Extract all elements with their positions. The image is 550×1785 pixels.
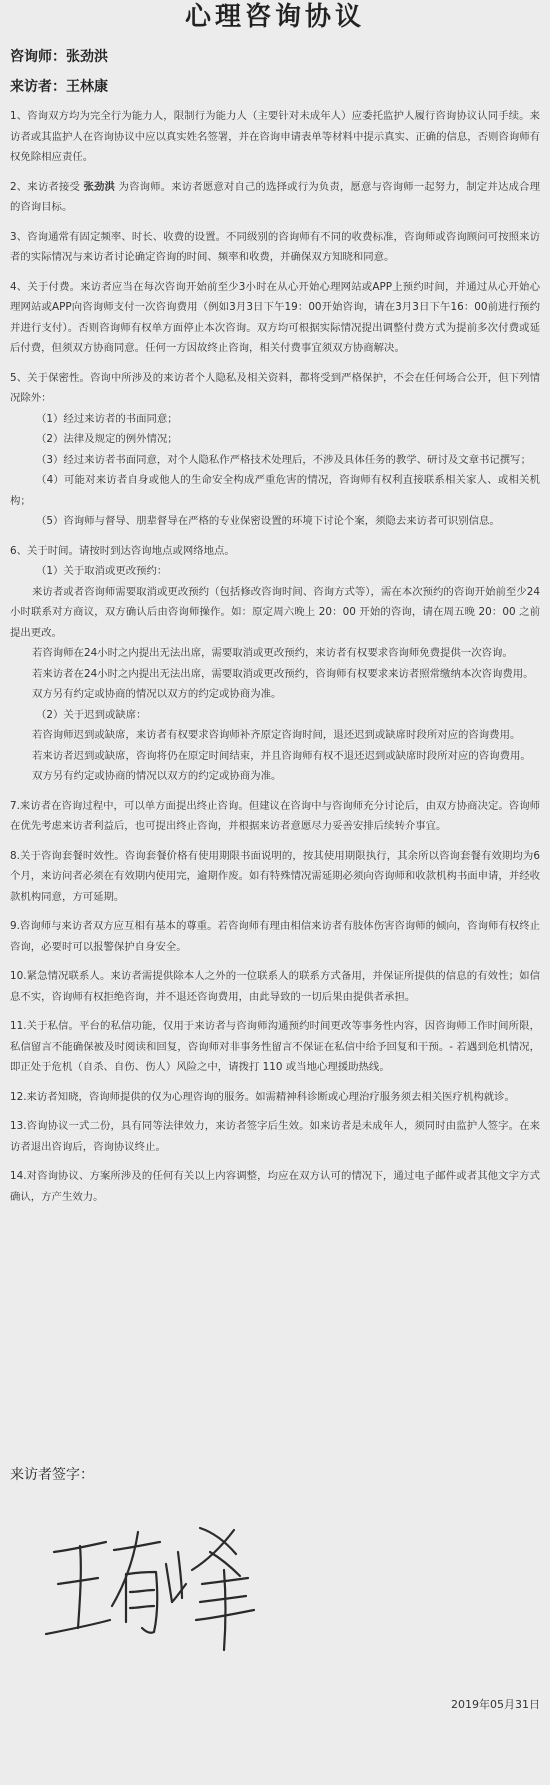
clause-5-item-4-text: （4）可能对来访者自身或他人的生命安全构成严重危害的情况，咨询师有权利直接联系相关家人、或相关机构； [10, 474, 540, 507]
clause-6-sub-1-a-text: 来访者或者咨询师需要取消或更改预约（包括修改咨询时间、咨询方式等），需在本次预约的咨询开始前至少24小时联系对方商议，双方确认后由咨询师操作。如：原定周六晚上 20：00 开始的咨询，请在周五晚 20：00 之前提出更改。 [10, 585, 540, 639]
clause-6-sub-2-a-text: 若咨询师迟到或缺席，来访者有权要求咨询师补齐原定咨询时间，退还迟到或缺席时段所对应的咨询费用。 [32, 729, 521, 741]
clause-12: 12.来访者知晓，咨询师提供的仅为心理咨询的服务。如需精神科诊断或心理治疗服务须去相关医疗机构就诊。 [10, 1090, 515, 1103]
clause-5-item-3 [10, 450, 540, 471]
clause-5-item-1: （1）经过来访者的书面同意； [36, 412, 178, 425]
clause-6-sub-2: （2）关于迟到或缺席： [36, 708, 147, 721]
clause-5-item-2: （2）法律及规定的例外情况； [36, 433, 178, 445]
counselor-name: 咨询师：张劲洪 [10, 49, 108, 65]
clause-6-sub-1-c [10, 664, 540, 685]
handwritten-signature [40, 1510, 300, 1660]
clause-5: 5、关于保密性。咨询中所涉及的来访者个人隐私及相关资料，都将受到严格保护，不会在任何场合公开，但下列情况除外： [10, 371, 540, 404]
clause-2-text-b: 为咨询师。来访者愿意对自己的选择或行为负责，愿意与咨询师一起努力，制定并达成合理的咨询目标。 [10, 180, 540, 213]
clause-6-sub-1-b-text: 若咨询师在24小时之内提出无法出席，需要取消或更改预约，来访者有权要求咨询师免费提供一次咨询。 [32, 647, 513, 659]
signature-label: 来访者签字： [10, 1467, 94, 1483]
clause-2-counselor: 张劲洪 [83, 180, 116, 193]
clause-6: 6、关于时间。请按时到达咨询地点或网络地点。 [10, 544, 235, 557]
clause-5-item-5-text: （5）咨询师与督导、朋辈督导在严格的专业保密设置的环境下讨论个案，须隐去来访者可识别信息。 [36, 515, 500, 527]
clause-6-sub-1-a [10, 582, 540, 644]
signature-date: 2019年05月31日 [451, 1698, 540, 1711]
clause-6-sub-2-c: 双方另有约定或协商的情况以双方的约定或协商为准。 [32, 770, 282, 782]
clause-6-sub-1-b [10, 643, 540, 664]
clause-5-item-3-text: （3）经过来访者书面同意，对个人隐私作严格技术处理后，不涉及具体任务的教学、研讨及文章书记撰写； [36, 453, 531, 466]
clause-6-sub-1-c-text: 若来访者在24小时之内提出无法出席，需要取消或更改预约，咨询师有权要求来访者照常缴纳本次咨询费用。 [32, 667, 534, 680]
clause-6-sub-1-d: 双方另有约定或协商的情况以双方的约定或协商为准。 [32, 688, 282, 700]
clause-11: 11.关于私信。平台的私信功能，仅用于来访者与咨询师沟通预约时间更改等事务性内容，因咨询师工作时间所限，私信留言不能确保被及时阅读和回复，咨询师对非事务性留言不保证在私信中给予回复和干预。- 若遇到危机情况，即正处于危机（自杀、自伤、伤人）风险之中，请拨打 110 或当地心理援助热线。 [10, 1020, 540, 1073]
clause-5-item-4 [10, 470, 540, 511]
clause-8: 8.关于咨询套餐时效性。咨询套餐价格有使用期限书面说明的，按其使用期限执行，其余所以咨询套餐有效期均为6个月，来访问者必须在有效期内使用完，逾期作废。如有特殊情况需延期必须向咨询师和收款机构书面申请，并经收款机构同意，方可延期。 [10, 849, 540, 903]
clause-6-sub-1: （1）关于取消或更改预约： [36, 565, 168, 577]
clause-3: 3、咨询通常有固定频率、时长、收费的设置。不同级别的咨询师有不同的收费标准，咨询师或咨询顾问可按照来访者的实际情况与来访者讨论确定咨询的时间、频率和收费，并确保双方知晓和同意。 [10, 230, 540, 263]
page-title: 心理咨询协议 [184, 2, 365, 32]
clause-9: 9.咨询师与来访者双方应互相有基本的尊重。若咨询师有理由相信来访者有肢体伤害咨询师的倾向，咨询师有权终止咨询，必要时可以报警保护自身安全。 [10, 920, 540, 953]
clause-2 [10, 177, 540, 218]
client-name: 来访者：王林康 [10, 79, 108, 95]
clause-7: 7.来访者在咨询过程中，可以单方面提出终止咨询。但建议在咨询中与咨询师充分讨论后，由双方协商决定。咨询师在优先考虑来访者利益后，也可提出终止咨询，并根据来访者意愿尽力妥善安排后续转介事宜。 [10, 799, 540, 832]
clause-1: 1、咨询双方均为完全行为能力人，限制行为能力人（主要针对未成年人）应委托监护人履行咨询协议认同手续。来访者或其监护人在咨询协议中应以真实姓名签署，并在咨询申请表单等材料中提示真实、正确的信息，否则咨询师有权免除相应责任。 [10, 110, 540, 163]
clause-6-sub-2-b [10, 746, 540, 767]
clause-6-sub-2-a [10, 725, 540, 746]
clause-5-item-5 [10, 511, 540, 532]
clause-4: 4、关于付费。来访者应当在每次咨询开始前至少3小时在从心开始心理网站或APP上预约时间，并通过从心开始心理网站或APP向咨询师支付一次咨询费用（例如3月3日下午19：00开始咨询，请在3月3日下午16：00前进行预约并进行支付）。否则咨询师有权单方面停止本次咨询。双方均可根据实际情况提出调整付费方式为提前多次付费或延后付费，但须双方协商同意。任何一方因故终止咨询，相关付费事宜须双方协商解决。 [10, 280, 540, 354]
clause-13: 13.咨询协议一式二份，具有同等法律效力，来访者签字后生效。如来访者是未成年人，须同时由监护人签字。在来访者退出咨询后，咨询协议终止。 [10, 1120, 540, 1153]
clause-14: 14.对咨询协议、方案所涉及的任何有关以上内容调整，均应在双方认可的情况下，通过电子邮件或者其他文字方式确认，方产生效力。 [10, 1170, 540, 1203]
clause-10: 10.紧急情况联系人。来访者需提供除本人之外的一位联系人的联系方式备用，并保证所提供的信息的有效性；如信息不实，咨询师有权拒绝咨询，并不退还咨询费用，由此导致的一切后果由提供者承担。 [10, 970, 540, 1003]
clause-2-text-a: 2、来访者接受 [10, 180, 84, 193]
clause-6-sub-2-b-text: 若来访者迟到或缺席，咨询将仍在原定时间结束，并且咨询师有权不退还迟到或缺席时段所对应的咨询费用。 [32, 749, 531, 762]
